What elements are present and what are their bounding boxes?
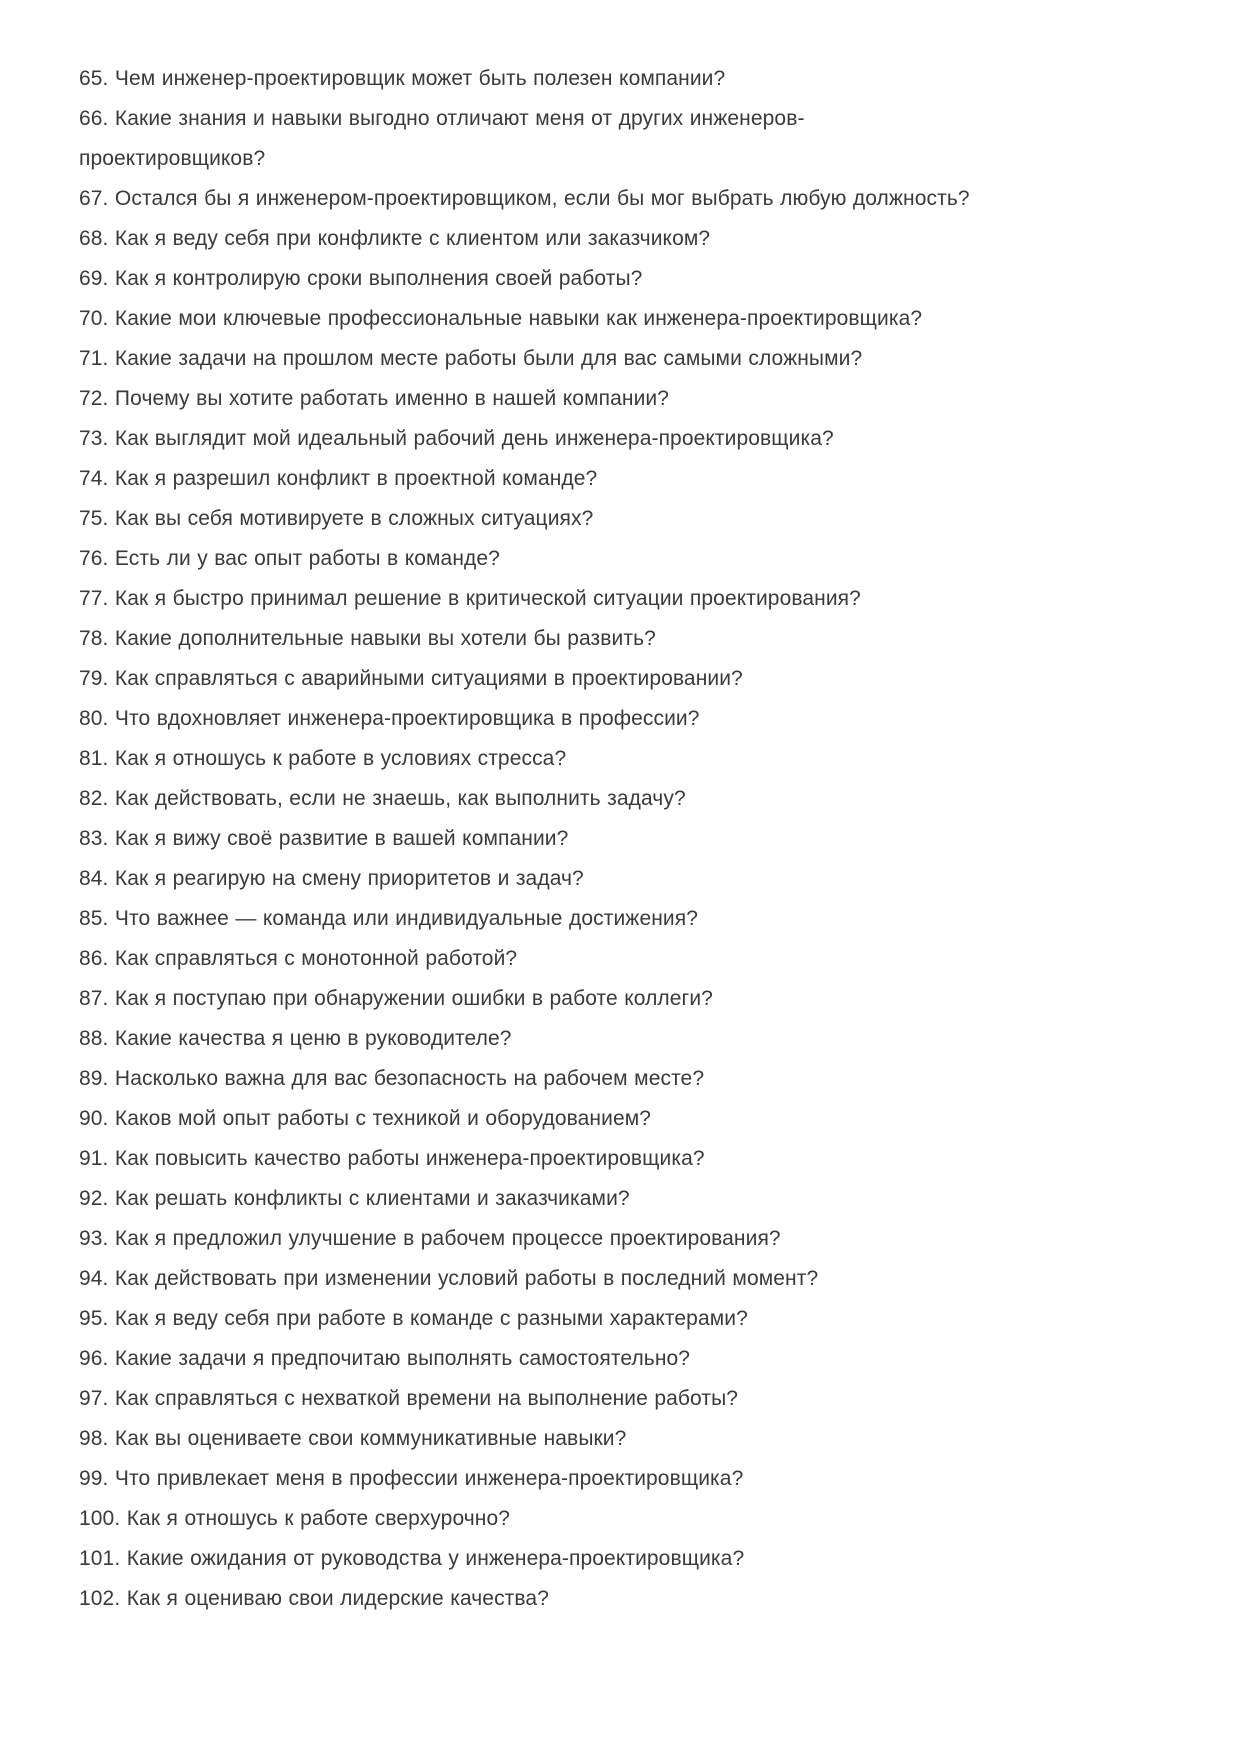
question-line: 101. Какие ожидания от руководства у инженера-проектировщика? [79, 1547, 745, 1570]
question-line: 76. Есть ли у вас опыт работы в команде? [79, 547, 500, 570]
question-line: 82. Как действовать, если не знаешь, как выполнить задачу? [79, 787, 686, 810]
question-line: 91. Как повысить качество работы инженера-проектировщика? [79, 1147, 705, 1170]
question-line: 102. Как я оцениваю свои лидерские качества? [79, 1587, 549, 1610]
question-line: 68. Как я веду себя при конфликте с клиентом или заказчиком? [79, 227, 711, 250]
question-line: 99. Что привлекает меня в профессии инженера-проектировщика? [79, 1467, 744, 1490]
question-line: 65. Чем инженер-проектировщик может быть полезен компании? [79, 67, 726, 90]
question-line: 98. Как вы оцениваете свои коммуникативные навыки? [79, 1427, 627, 1450]
question-line: проектировщиков? [79, 147, 266, 170]
question-line: 69. Как я контролирую сроки выполнения своей работы? [79, 267, 643, 290]
question-line: 75. Как вы себя мотивируете в сложных ситуациях? [79, 507, 594, 530]
question-line: 86. Как справляться с монотонной работой? [79, 947, 518, 970]
question-line: 92. Как решать конфликты с клиентами и заказчиками? [79, 1187, 630, 1210]
question-line: 81. Как я отношусь к работе в условиях стресса? [79, 747, 567, 770]
question-line: 85. Что важнее — команда или индивидуальные достижения? [79, 907, 699, 930]
question-line: 79. Как справляться с аварийными ситуациями в проектировании? [79, 667, 743, 690]
question-line: 93. Как я предложил улучшение в рабочем процессе проектирования? [79, 1227, 781, 1250]
question-line: 80. Что вдохновляет инженера-проектировщика в профессии? [79, 707, 700, 730]
question-list [79, 59, 1171, 1619]
question-line: 83. Как я вижу своё развитие в вашей компании? [79, 827, 569, 850]
question-line: 88. Какие качества я ценю в руководителе? [79, 1027, 512, 1050]
question-line: 78. Какие дополнительные навыки вы хотели бы развить? [79, 627, 656, 650]
question-line: 72. Почему вы хотите работать именно в нашей компании? [79, 387, 670, 410]
question-line: 96. Какие задачи я предпочитаю выполнять самостоятельно? [79, 1347, 691, 1370]
question-line: 66. Какие знания и навыки выгодно отличают меня от других инженеров- [79, 107, 805, 130]
question-line: 71. Какие задачи на прошлом месте работы были для вас самыми сложными? [79, 347, 863, 370]
question-line: 67. Остался бы я инженером-проектировщиком, если бы мог выбрать любую должность? [79, 187, 970, 210]
question-line: 74. Как я разрешил конфликт в проектной команде? [79, 467, 598, 490]
question-line: 94. Как действовать при изменении условий работы в последний момент? [79, 1267, 819, 1290]
question-line: 77. Как я быстро принимал решение в критической ситуации проектирования? [79, 587, 861, 610]
question-line: 73. Как выглядит мой идеальный рабочий день инженера-проектировщика? [79, 427, 834, 450]
question-line: 90. Каков мой опыт работы с техникой и оборудованием? [79, 1107, 652, 1130]
question-line: 70. Какие мои ключевые профессиональные навыки как инженера-проектировщика? [79, 307, 923, 330]
question-line: 95. Как я веду себя при работе в команде с разными характерами? [79, 1307, 748, 1330]
question-line: 97. Как справляться с нехваткой времени на выполнение работы? [79, 1387, 739, 1410]
question-line: 89. Насколько важна для вас безопасность на рабочем месте? [79, 1067, 705, 1090]
question-line: 84. Как я реагирую на смену приоритетов и задач? [79, 867, 584, 890]
question-line: 100. Как я отношусь к работе сверхурочно? [79, 1507, 511, 1530]
question-line: 87. Как я поступаю при обнаружении ошибки в работе коллеги? [79, 987, 713, 1010]
